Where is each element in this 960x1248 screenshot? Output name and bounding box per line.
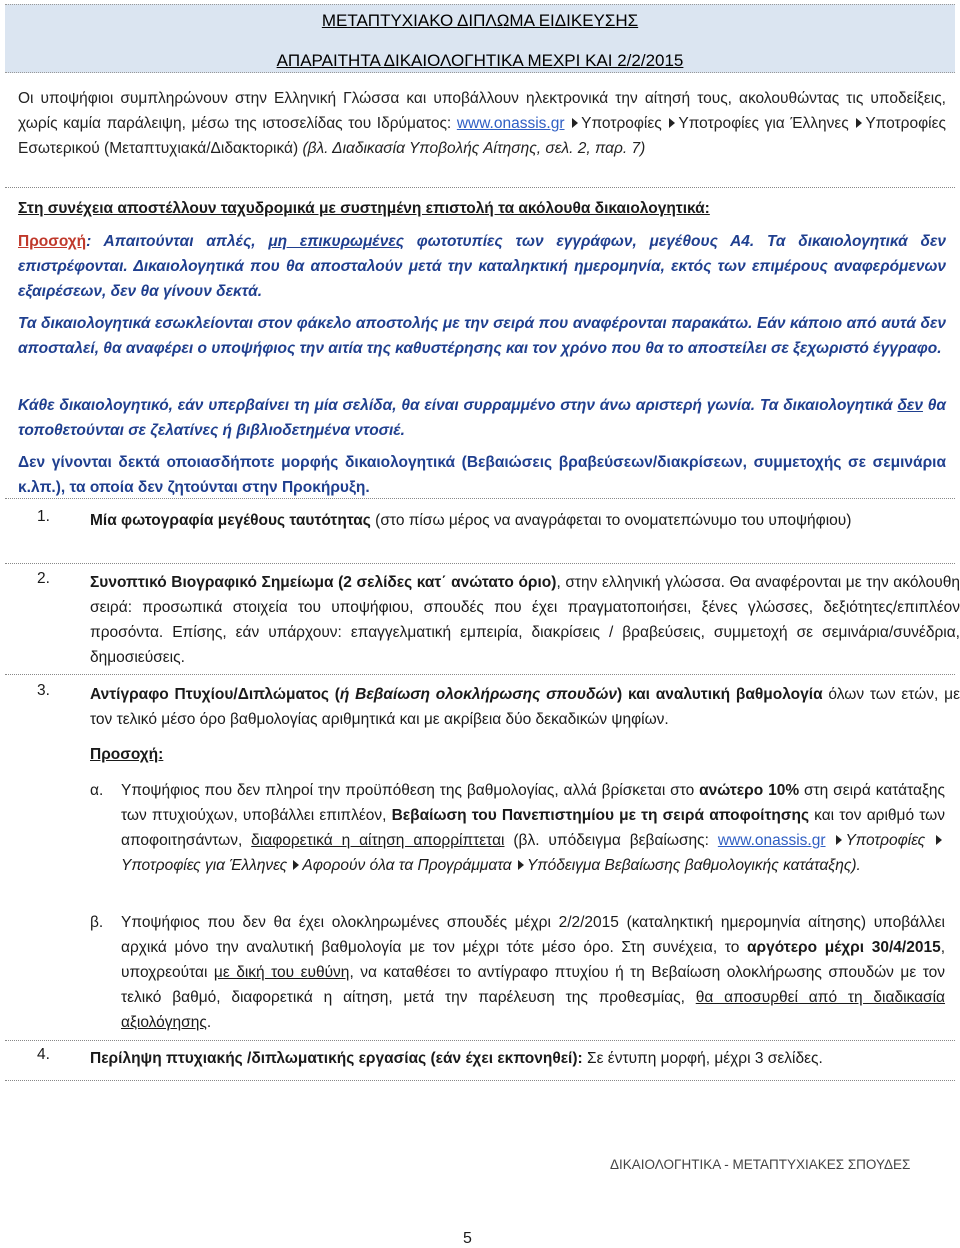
degree-attention-label — [90, 742, 960, 767]
order-paragraph — [18, 311, 946, 361]
item-degree-title-3: ) και αναλυτική βαθμολογία — [617, 686, 823, 703]
sub-b-withdrawn: θα αποσυρθεί από τη διαδικασία αξιολόγησης — [121, 989, 946, 1031]
document-subtitle: ΑΠΑΡΑΙΤΗΤΑ ΔΙΚΑΙΟΛΟΓΗΤΙΚΑ ΜΕΧΡΙ ΚΑΙ 2/2/2015 — [276, 51, 684, 70]
attention-text-1: : Απαιτούνται απλές, — [86, 233, 269, 250]
breadcrumb-arrow-icon — [836, 835, 842, 845]
send-instruction — [18, 196, 946, 221]
attention-text-2: μη επικυρωμένες — [268, 233, 404, 250]
procedure-reference: (βλ. Διαδικασία Υποβολής Αίτησης, σελ. 2, παρ. 7) — [302, 140, 646, 157]
sub-a-crumb-2: Υποτροφίες για Έλληνες — [121, 857, 288, 874]
intro-paragraph — [18, 86, 946, 161]
item-photo-text: (στο πίσω μέρος να αναγράφεται το ονοματεπώνυμο του υποψήφιου) — [370, 512, 852, 529]
sub-a-text-1: Υποψήφιος που δεν πληροί την προϋπόθεση της βαθμολογίας, αλλά βρίσκεται στο — [121, 782, 700, 799]
sub-a-text-4: (βλ. υπόδειγμα βεβαίωσης: — [504, 832, 718, 849]
breadcrumb-arrow-icon — [518, 860, 524, 870]
item-number: 2. — [37, 570, 50, 587]
divider — [5, 674, 955, 675]
page-number: 5 — [463, 1230, 472, 1247]
sub-a-rejected: διαφορετικά η αίτηση απορρίπτεται — [251, 832, 505, 849]
attention-text-3: φωτοτυπίες των εγγράφων, μεγέθους Α4. Τα δικαιολογητικά δεν επιστρέφονται. Δικαιολογητικά που θα αποσταλούν μετά την καταληκτική ημερομηνία, εκτός των επιμέρους αναφερόμενων εξαιρέσεων, δεν θα γίνουν δεκτά. — [18, 233, 947, 300]
item-degree-title-1: Αντίγραφο Πτυχίου/Διπλώματος ( — [90, 686, 340, 703]
attention-paragraph — [18, 229, 946, 304]
sub-b-text-4: . — [206, 1014, 212, 1031]
sub-b-text-2: , υποχρεούται — [121, 939, 945, 981]
intro-text: Οι υποψήφιοι συμπληρώνουν στην Ελληνική Γλώσσα και υποβάλλουν ηλεκτρονικά την αίτησή τους, ακολουθώντας τις υποδείξεις, χωρίς καμία παράλειψη, μέσω της ιστοσελίδας του Ιδρύματος: — [18, 90, 946, 132]
binding-text-2: δεν — [897, 397, 923, 414]
item-thesis-text: Σε έντυπη μορφή, μέχρι 3 σελίδες. — [582, 1050, 823, 1067]
sub-item-a — [121, 778, 945, 878]
sub-item-label: β. — [90, 914, 104, 931]
binding-text-1: Κάθε δικαιολογητικό, εάν υπερβαίνει τη μία σελίδα, θα είναι συρραμμένο στην άνω αριστερή γωνία. Τα δικαιολογητικά — [18, 397, 898, 414]
breadcrumb-arrow-icon — [856, 118, 862, 128]
sub-a-text-3: και τον αριθμό των αποφοιτησάντων, — [121, 807, 945, 849]
sub-a-crumb-3: Αφορούν όλα τα Προγράμματα — [302, 857, 512, 874]
divider — [5, 498, 955, 499]
item-photo — [90, 508, 960, 533]
order-text: Τα δικαιολογητικά εσωκλείονται στον φάκελο αποστολής με την σειρά που αναφέρονται παρακάτω. Εάν κάποιο από αυτά δεν αποσταλεί, θα αναφέρει ο υποψήφιος την αιτία της καθυστέρησης και τον χρόνο που θα το αποστείλει σε ξεχωριστό έγγραφο. — [18, 315, 946, 357]
item-cv-title: Συνοπτικό Βιογραφικό Σημείωμα (2 σελίδες κατ΄ ανώτατο όριο) — [90, 574, 557, 591]
item-cv — [90, 570, 960, 670]
breadcrumb-arrow-icon — [572, 118, 578, 128]
divider — [5, 187, 955, 188]
sub-a-crumb-1: Υποτροφίες — [845, 832, 926, 849]
breadcrumb-arrow-icon — [936, 835, 942, 845]
crumb-domestic: Υποτροφίες Εσωτερικού (Μεταπτυχιακά/Διδακτορικά) — [18, 115, 946, 157]
not-accepted-text: Δεν γίνονται δεκτά οποιασδήποτε μορφής δικαιολογητικά (Βεβαιώσεις βραβεύσεων/διακρίσεων, συμμετοχής σε σεμινάρια κ.λπ.), τα οποία δεν ζητούνται στην Προκήρυξη. — [18, 454, 946, 496]
sub-b-deadline: αργότερο μέχρι 30/4/2015 — [747, 939, 941, 956]
divider — [5, 1080, 955, 1081]
sub-a-crumb-4: Υπόδειγμα Βεβαίωσης βαθμολογικής κατάταξης). — [526, 857, 861, 874]
breadcrumb-arrow-icon — [669, 118, 675, 128]
header-box — [5, 4, 955, 73]
divider — [5, 1040, 955, 1041]
item-cv-text: , στην ελληνική γλώσσα. Θα αναφέρονται με την ακόλουθη σειρά: προσωπικά στοιχεία του υποψήφιου, σπουδές που έχει πραγματοποιήσει, ξένες γλώσσες, δεξιότητες/επιπλέον προσόντα. Επίσης, εάν υπάρχουν: επαγγελματική εμπειρία, διακρίσεις / βραβεύσεις, συμμετοχή σε σεμινάρια/συνέδρια, δημοσιεύσεις. — [90, 574, 960, 666]
sub-b-text-3: , να καταθέσει το αντίγραφο πτυχίου ή τη Βεβαίωση ολοκλήρωσης σπουδών με τον τελικό βαθμό, διαφορετικά η αίτηση, μετά την παρέλευση της προθεσμίας, — [121, 964, 945, 1006]
crumb-scholarships: Υποτροφίες — [581, 115, 662, 132]
breadcrumb-arrow-icon — [293, 860, 299, 870]
item-degree-text: όλων των ετών, με τον τελικό μέσο όρο βαθμολογίας αριθμητικά και με ακρίβεια δύο δεκαδικών ψηφίων. — [90, 686, 960, 728]
send-instruction-text: Στη συνέχεια αποστέλλουν ταχυδρομικά με συστημένη επιστολή τα ακόλουθα δικαιολογητικά: — [18, 200, 710, 217]
divider — [5, 563, 955, 564]
degree-attention-text: Προσοχή: — [90, 746, 164, 763]
sub-a-certificate: Βεβαίωση του Πανεπιστημίου με τη σειρά αποφοίτησης — [391, 807, 810, 824]
item-photo-title: Μία φωτογραφία μεγέθους ταυτότητας — [90, 512, 371, 529]
item-number: 3. — [37, 682, 50, 699]
binding-paragraph — [18, 393, 946, 443]
sub-item-b — [121, 910, 945, 1035]
item-degree-title-2: ή Βεβαίωση ολοκλήρωσης σπουδών — [339, 686, 618, 703]
attention-label: Προσοχή — [18, 233, 87, 250]
item-number: 4. — [37, 1046, 50, 1063]
sub-a-onassis-link[interactable]: www.onassis.gr — [717, 832, 826, 849]
document-title: ΜΕΤΑΠΤΥΧΙΑΚΟ ΔΙΠΛΩΜΑ ΕΙΔΙΚΕΥΣΗΣ — [321, 11, 639, 30]
running-footer: ΔΙΚΑΙΟΛΟΓΗΤΙΚΑ - ΜΕΤΑΠΤΥΧΙΑΚΕΣ ΣΠΟΥΔΕΣ — [610, 1157, 911, 1172]
sub-b-text-1: Υποψήφιος που δεν θα έχει ολοκληρωμένες σπουδές μέχρι 2/2/2015 (καταληκτική ημερομηνία αίτησης) υποβάλλει αρχικά μόνο την αναλυτική βαθμολογία με τον μέχρι τότε μέσο όρο. Στη συνέχεια, το — [121, 914, 945, 956]
sub-item-label: α. — [90, 782, 104, 799]
sub-b-responsibility: με δική του ευθύνη — [213, 964, 350, 981]
sub-a-text-2: στη σειρά κατάταξης των πτυχιούχων, υποβάλλει επιπλέον, — [121, 782, 945, 824]
binding-text-3: θα τοποθετούνται σε ζελατίνες ή βιβλιοδετημένα ντοσιέ. — [18, 397, 947, 439]
crumb-greeks: Υποτροφίες για Έλληνες — [678, 115, 849, 132]
item-degree — [90, 682, 960, 732]
item-thesis — [90, 1046, 960, 1071]
sub-a-top10: ανώτερο 10% — [699, 782, 800, 799]
not-accepted-paragraph — [18, 450, 946, 500]
onassis-link[interactable]: www.onassis.gr — [456, 115, 565, 132]
item-number: 1. — [37, 508, 50, 525]
item-thesis-title: Περίληψη πτυχιακής /διπλωματικής εργασίας (εάν έχει εκπονηθεί): — [90, 1050, 583, 1067]
